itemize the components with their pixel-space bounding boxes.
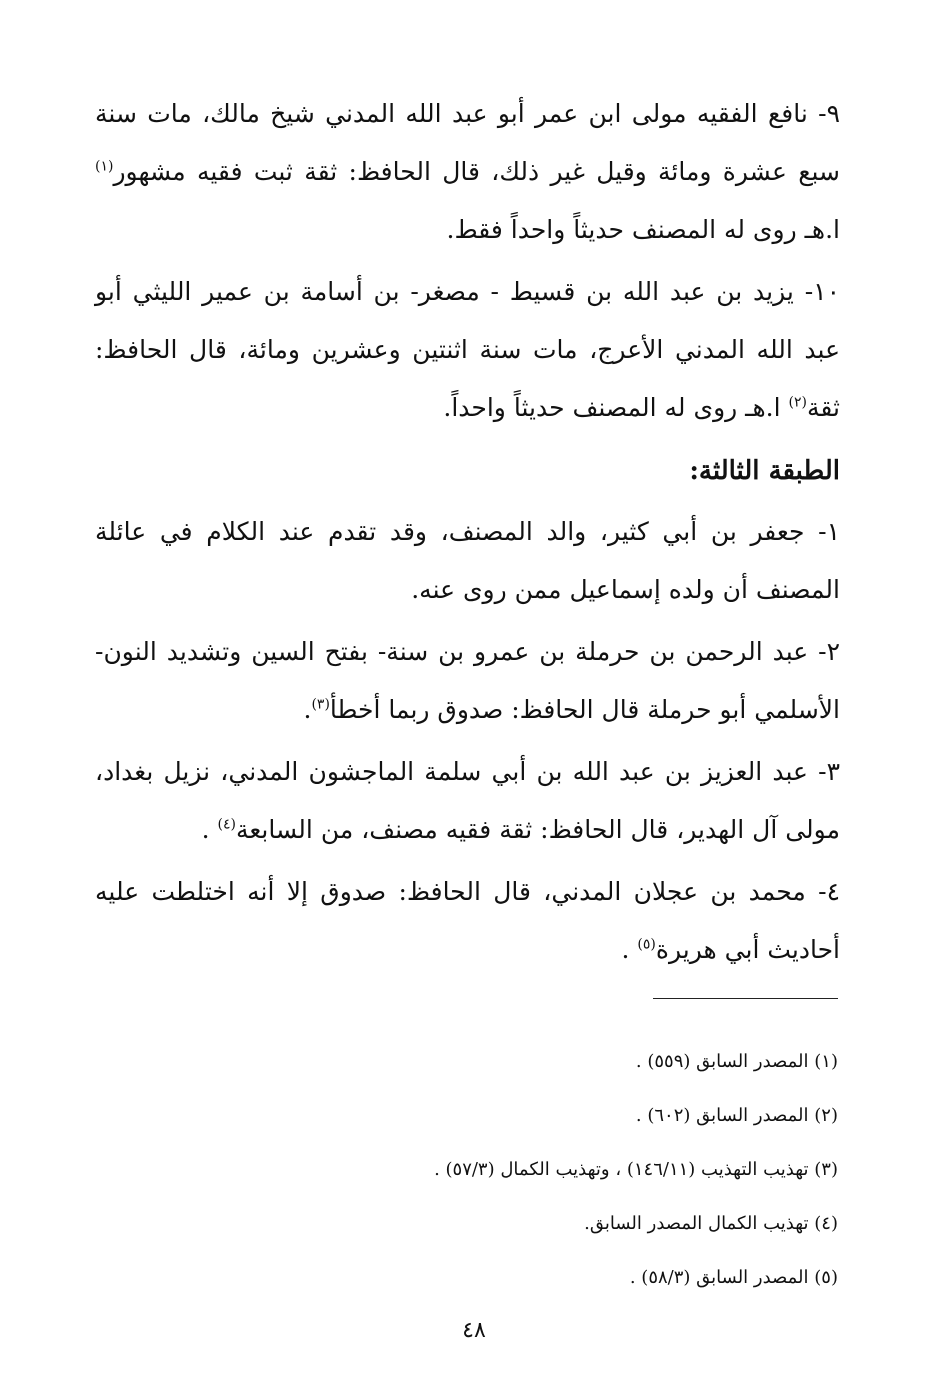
footnotes-section <box>138 1035 838 1305</box>
entry-tail: . <box>201 815 218 844</box>
narrator-entry-b3 <box>95 743 840 859</box>
footnote-1: (١) المصدر السابق (٥٥٩) . <box>635 1051 838 1072</box>
entry-number: ٤- <box>818 877 840 906</box>
entry-tail: . <box>621 935 638 964</box>
footnote-divider <box>653 998 838 999</box>
footnote-ref[interactable]: (٥) <box>637 936 656 953</box>
page-body <box>95 85 840 983</box>
entry-number: ١- <box>818 517 840 546</box>
entry-tail: ا.هـ روى له المصنف حديثاً واحداً فقط. <box>446 215 840 244</box>
narrator-entry-10 <box>95 263 840 437</box>
footnote-3: (٣) تهذيب التهذيب (١٤٦/١١) ، وتهذيب الكمال (٥٧/٣) . <box>434 1159 838 1180</box>
narrator-entry-b4 <box>95 863 840 979</box>
page-number: ٤٨ <box>462 1318 486 1343</box>
footnote-5: (٥) المصدر السابق (٥٨/٣) . <box>629 1267 838 1288</box>
entry-number: ١٠- <box>804 277 840 306</box>
footnote-ref[interactable]: (١) <box>95 158 114 175</box>
footnote-2: (٢) المصدر السابق (٦٠٢) . <box>635 1105 838 1126</box>
footnote-ref[interactable]: (٤) <box>217 816 236 833</box>
entry-tail: . <box>303 695 312 724</box>
entry-number: ٢- <box>818 637 841 666</box>
entry-number: ٣- <box>818 757 840 786</box>
footnote-ref[interactable]: (٢) <box>788 394 807 411</box>
entry-text: محمد بن عجلان المدني، قال الحافظ: صدوق إلا أنه اختلطت عليه أحاديث أبي هريرة <box>95 877 840 964</box>
entry-text: عبد العزيز بن عبد الله بن أبي سلمة الماجشون المدني، نزيل بغداد، مولى آل الهدير، قال الحافظ: ثقة فقيه مصنف، من السابعة <box>95 757 840 844</box>
entry-text: جعفر بن أبي كثير، والد المصنف، وقد تقدم عند الكلام في عائلة المصنف أن ولده إسماعيل ممن روى عنه. <box>95 517 840 604</box>
footnote-4: (٤) تهذيب الكمال المصدر السابق. <box>584 1213 838 1234</box>
narrator-entry-9 <box>95 85 840 259</box>
entry-number: ٩- <box>818 99 840 128</box>
entry-text: عبد الرحمن بن حرملة بن عمرو بن سنة- بفتح السين وتشديد النون- الأسلمي أبو حرملة قال الحافظ: صدوق ربما أخطأ <box>95 637 840 724</box>
footnote-ref[interactable]: (٣) <box>311 696 330 713</box>
entry-tail: ا.هـ روى له المصنف حديثاً واحداً. <box>443 393 789 422</box>
section-heading: الطبقة الثالثة: <box>689 456 840 486</box>
narrator-entry-b1 <box>95 503 840 619</box>
narrator-entry-b2 <box>95 623 840 739</box>
entry-text: نافع الفقيه مولى ابن عمر أبو عبد الله المدني شيخ مالك، مات سنة سبع عشرة ومائة وقيل غير ذلك، قال الحافظ: ثقة ثبت فقيه مشهور <box>95 99 840 186</box>
entry-text: يزيد بن عبد الله بن قسيط - مصغر- بن أسامة بن عمير الليثي أبو عبد الله المدني الأعرج، مات سنة اثنتين وعشرين ومائة، قال الحافظ: ثقة <box>95 277 840 422</box>
